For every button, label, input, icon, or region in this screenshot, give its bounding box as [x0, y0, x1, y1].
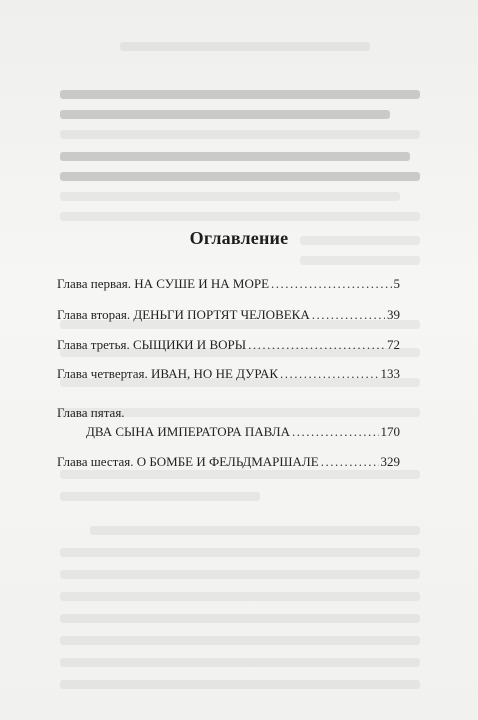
- toc-entry-6: [57, 454, 400, 470]
- toc-leader-dots: [292, 424, 378, 440]
- toc-entry-4: [57, 366, 400, 382]
- toc-entry-label: Глава первая. НА СУШЕ И НА МОРЕ: [57, 276, 270, 291]
- toc-entry-sublabel: ДВА СЫНА ИМПЕРАТОРА ПАВЛА: [86, 424, 291, 439]
- toc-entry-3: [57, 337, 400, 353]
- toc-leader-dots: [312, 307, 385, 323]
- toc-entry-label: Глава третья. СЫЩИКИ И ВОРЫ: [57, 337, 247, 352]
- toc-page-number: 39: [387, 307, 400, 322]
- toc-leader-dots: [248, 337, 385, 353]
- toc-entry-1: [57, 276, 400, 292]
- toc-page-number: 170: [380, 424, 400, 439]
- toc-leader-dots: [280, 366, 379, 382]
- toc-page-number: 133: [380, 366, 400, 381]
- toc-title: Оглавление: [189, 228, 289, 248]
- toc-entry-label: Глава четвертая. ИВАН, НО НЕ ДУРАК: [57, 366, 278, 381]
- toc-entry-5-label: Глава пятая.: [57, 405, 125, 420]
- toc-page-number: 329: [380, 454, 400, 469]
- toc-leader-dots: [271, 276, 391, 292]
- toc-entry-label: Глава шестая. О БОМБЕ И ФЕЛЬДМАРШАЛЕ: [57, 454, 319, 469]
- toc-page-number: 72: [387, 337, 400, 352]
- toc-entry-2: [57, 307, 400, 323]
- toc-entry-label: Глава вторая. ДЕНЬГИ ПОРТЯТ ЧЕЛОВЕКА: [57, 307, 310, 322]
- toc-entry-5: [86, 424, 400, 440]
- toc-leader-dots: [321, 454, 379, 470]
- toc-page-number: 5: [393, 276, 400, 291]
